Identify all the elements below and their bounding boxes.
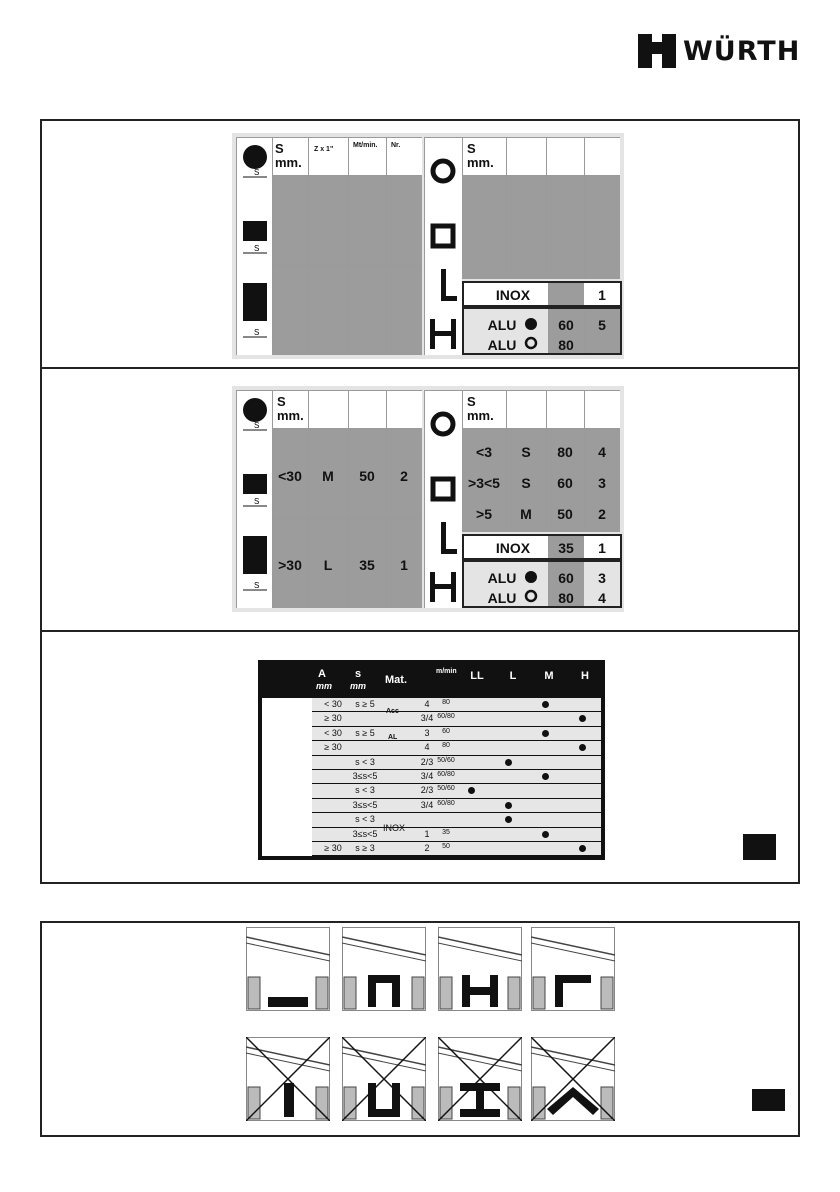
- row-s: s ≥ 3: [355, 843, 375, 853]
- row-speed: 80: [442, 699, 450, 706]
- svg-text:S: S: [254, 581, 260, 590]
- page-marker: [743, 834, 776, 860]
- blade-dot: [579, 845, 586, 852]
- row-s: 3≤s<5: [352, 799, 378, 810]
- panel-divider: [40, 630, 800, 632]
- row-speed: 50/60: [437, 785, 455, 793]
- row-s: s ≥ 5: [355, 699, 375, 709]
- correct-clamping-diagram: [342, 927, 426, 1011]
- blade-dot: [505, 759, 512, 766]
- number-header: Nr.: [391, 142, 401, 149]
- inox-nr: 1: [598, 287, 606, 303]
- row-s: s < 3: [355, 785, 375, 796]
- left-row-speed: 35: [359, 557, 375, 573]
- row-nr: 2/3: [420, 785, 434, 796]
- rect-bar-icon: [240, 281, 270, 345]
- correct-clamping-diagram: [246, 927, 330, 1011]
- square-bar-icon: [240, 219, 270, 259]
- brand-name: WÜRTH: [683, 35, 801, 67]
- row-nr: 2/3: [420, 756, 434, 767]
- teeth-header: Z x 1": [314, 146, 334, 153]
- round-bar-icon: [240, 143, 270, 183]
- correct-clamping-diagram: [531, 927, 615, 1011]
- wrong-clamping-diagram: [246, 1037, 330, 1121]
- panel-divider: [40, 367, 800, 369]
- row-speed: 60/80: [437, 799, 455, 807]
- row-s: 3≤s<5: [352, 771, 378, 781]
- blade-table-filled: S S S S mm. <30 M 50 2 >30 L 35 1 S mm. <3 S 80 4 >3<5 S 60 3 >5 M 50 2 INOX 35 1 ALU ALU 60 80 3 4: [232, 386, 624, 612]
- left-row-speed: 50: [359, 468, 375, 484]
- left-row-s: >30: [278, 557, 302, 573]
- row-s: 3≤s<5: [352, 828, 378, 839]
- col-a: A: [318, 668, 326, 680]
- col-mat: Mat.: [385, 674, 407, 686]
- row-speed: 50: [442, 843, 450, 850]
- col-s: s: [355, 668, 362, 680]
- row-a: ≥ 30: [324, 843, 342, 853]
- alu-solid-icon: [524, 317, 538, 351]
- alu-nr: 5: [598, 317, 606, 333]
- blade-dot: [542, 831, 549, 838]
- correct-clamping-diagram: [438, 927, 522, 1011]
- blade-dot: [505, 802, 512, 809]
- wrong-clamping-diagram: [531, 1037, 615, 1121]
- svg-text:S: S: [254, 168, 260, 177]
- row-a: ≥ 30: [324, 713, 342, 724]
- row-speed: 35: [442, 828, 450, 836]
- svg-text:S: S: [254, 328, 260, 337]
- row-nr: 2: [424, 843, 430, 853]
- row-nr: 3/4: [420, 799, 434, 810]
- row-nr: 1: [424, 828, 430, 839]
- left-row-nr: 1: [400, 557, 408, 573]
- row-nr: 3: [424, 727, 430, 738]
- left-row-teeth: M: [322, 468, 334, 484]
- profiles-icon: [426, 141, 460, 353]
- blade-dot: [542, 773, 549, 780]
- row-nr: 4: [424, 742, 430, 753]
- left-row-s: <30: [278, 468, 302, 484]
- row-s: s ≥ 5: [355, 727, 375, 738]
- row-a: ≥ 30: [324, 742, 342, 753]
- blade-dot: [542, 701, 549, 708]
- blade-table-empty: S S S S mm. Z x 1" Mt/min. Nr. S mm. INOX 1 ALU ALU 60 80 5: [232, 133, 624, 359]
- row-s: s < 3: [355, 814, 375, 825]
- wrong-clamping-diagram: [438, 1037, 522, 1121]
- alu-tube-speed: 80: [558, 337, 574, 353]
- row-a: < 30: [324, 699, 342, 709]
- s-mm-header: S mm.: [275, 141, 302, 170]
- row-speed: 60: [442, 727, 450, 735]
- left-row-teeth: L: [323, 557, 333, 573]
- row-speed: 80: [442, 742, 450, 750]
- row-nr: 4: [424, 699, 430, 709]
- blade-dot: [542, 730, 549, 737]
- svg-text:S: S: [254, 497, 260, 506]
- wurth-logo: [638, 34, 800, 68]
- alu-tube-label: ALU: [487, 337, 517, 353]
- svg-text:S: S: [254, 244, 260, 253]
- alu-solid-speed: 60: [558, 317, 574, 333]
- wurth-logo-icon: [638, 34, 676, 68]
- row-speed: 60/80: [437, 713, 455, 721]
- row-nr: 3/4: [420, 713, 434, 724]
- left-row-nr: 2: [400, 468, 408, 484]
- inox-label: INOX: [495, 287, 531, 303]
- svg-text:S: S: [254, 421, 260, 430]
- row-a: < 30: [324, 727, 342, 738]
- speed-header: Mt/min.: [353, 142, 378, 149]
- row-nr: 3/4: [420, 771, 434, 781]
- wrong-clamping-diagram: [342, 1037, 426, 1121]
- row-s: s < 3: [355, 756, 375, 767]
- alu-solid-label: ALU: [487, 317, 517, 333]
- page-marker-2: [752, 1089, 785, 1111]
- row-speed: 50/60: [437, 756, 455, 764]
- row-speed: 60/80: [437, 771, 455, 778]
- band-selection-chart: A mm s mm Mat. m/min LL L M H < 30 s ≥ 5 4 80 ≥ 30 3/4 60/80 < 30 s ≥ 5 3 60 ≥ 30 4 80 s < 3 2/3 50/60 3≤s<5 3/4 60/80 s < 3 2/3 50/60 3≤s<5 3/4 60/80 s < 3 3≤s<5 1 35 ≥ 30 s ≥ 3 2 50 INOX Acc AL: [258, 660, 605, 860]
